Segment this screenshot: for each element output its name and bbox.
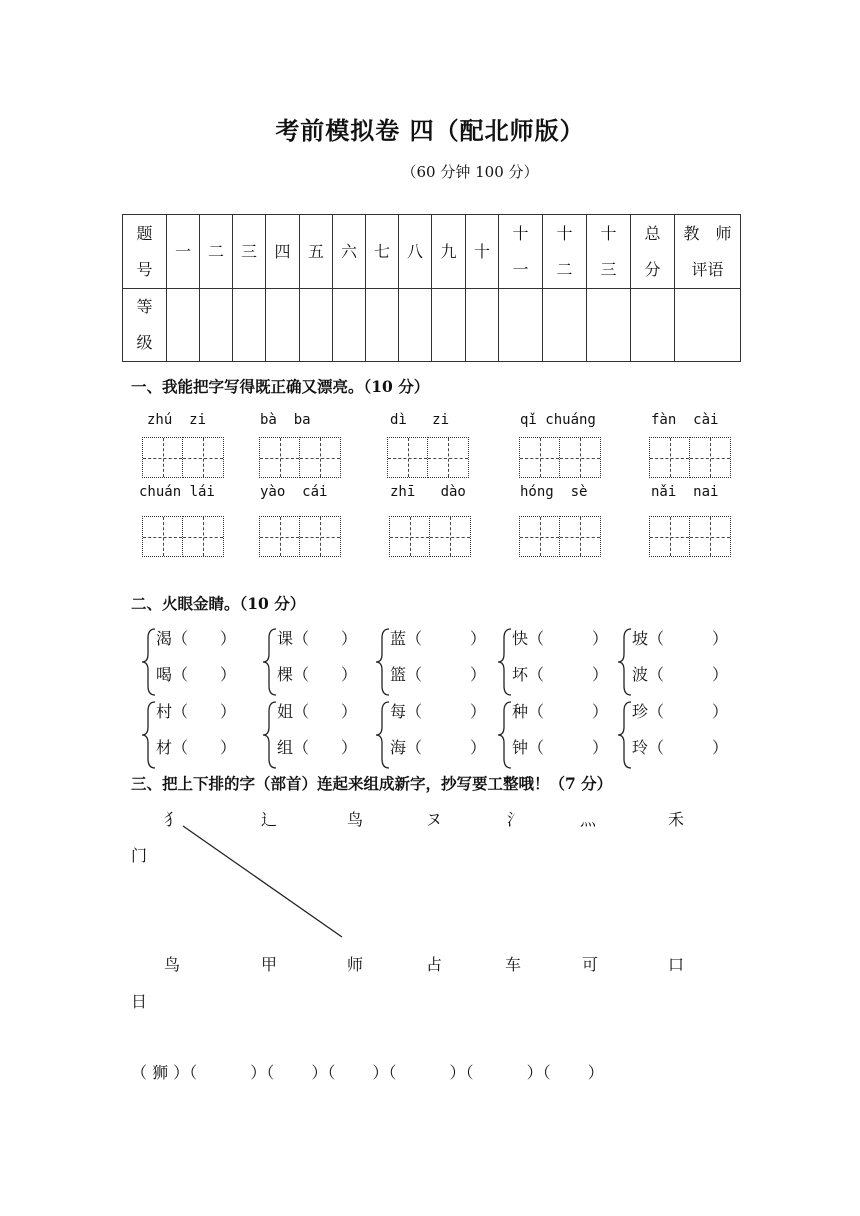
pinyin-label: bà ba [260,412,311,428]
col-header: 三 [233,215,266,289]
char-item[interactable]: 日 [131,992,148,1011]
char-item[interactable]: 组（ ） [277,738,358,757]
section2-title: 二、火眼金睛。（10 分） [131,594,306,613]
pinyin-label: qǐ chuáng [520,412,596,428]
pinyin-label: dì zi [390,412,450,428]
char-item[interactable]: 坏（ ） [512,665,609,684]
char-item[interactable]: 车 [505,955,522,974]
row-label-tihao: 题 号 [123,215,167,289]
char-item[interactable]: 占 [426,955,443,974]
char-item[interactable]: 村（ ） [156,702,237,721]
char-item[interactable]: 珍（ ） [632,702,729,721]
char-item[interactable]: 口 [668,955,685,974]
pinyin-label: chuán lái [139,484,215,500]
pinyin-label: zhī dào [390,484,466,500]
col-header: 九 [432,215,466,289]
char-item[interactable]: 快（ ） [512,629,609,648]
char-item[interactable]: 坡（ ） [632,629,729,648]
col-header: 五 [300,215,333,289]
answer-row[interactable]: （ 狮 ）（ ）（ ）（ ）（ ）（ ）（ ） [131,1063,604,1082]
col-header: 四 [266,215,300,289]
char-item[interactable]: 可 [582,955,599,974]
section3-title: 三、把上下排的字（部首）连起来组成新字，抄写要工整哦！（7 分） [131,774,613,793]
col-header: 十 [466,215,499,289]
pinyin-label: yào cái [260,484,328,500]
char-item[interactable]: 师 [347,955,364,974]
char-item[interactable]: 篮（ ） [390,665,487,684]
col-header: 十 一 [499,215,543,289]
row-label-dengji: 等 级 [123,289,167,362]
section1-title: 一、我能把字写得既正确又漂亮。（10 分） [131,377,430,396]
char-item[interactable]: 波（ ） [632,665,729,684]
char-item[interactable]: 每（ ） [390,702,487,721]
pinyin-label: zhú zi [147,412,207,428]
char-item[interactable]: 喝（ ） [156,665,237,684]
pinyin-label: hóng sè [520,484,588,500]
col-header-total: 总 分 [631,215,675,289]
char-item[interactable]: 鸟 [164,955,181,974]
radical-item[interactable]: 辶 [261,810,278,829]
radical-item[interactable]: 氵 [507,810,524,829]
radical-item[interactable]: ヌ [426,810,443,829]
col-header: 六 [333,215,366,289]
radical-item[interactable]: 鸟 [347,810,364,829]
col-header: 二 [200,215,233,289]
col-header: 一 [167,215,200,289]
col-header: 八 [399,215,432,289]
pinyin-label: nǎi nai [651,484,719,500]
pinyin-label: fàn cài [651,412,719,428]
char-item[interactable]: 材（ ） [156,738,237,757]
col-header: 十 三 [587,215,631,289]
char-item[interactable]: 棵（ ） [277,665,358,684]
radical-item[interactable]: 禾 [668,810,685,829]
page-subtitle: （60 分钟 100 分） [401,163,539,181]
radical-item[interactable]: 门 [131,846,148,865]
char-item[interactable]: 玲（ ） [632,738,729,757]
char-item[interactable]: 甲 [261,955,278,974]
char-item[interactable]: 渴（ ） [156,629,237,648]
char-item[interactable]: 种（ ） [512,702,609,721]
radical-item[interactable]: 灬 [580,810,597,829]
page-title: 考前模拟卷 四（配北师版） [275,116,585,145]
col-header: 十 二 [543,215,587,289]
char-item[interactable]: 课（ ） [277,629,358,648]
char-item[interactable]: 姐（ ） [277,702,358,721]
col-header-comment: 教 师 评语 [675,215,741,289]
radical-item[interactable]: 犭 [164,810,181,829]
char-item[interactable]: 海（ ） [390,738,487,757]
col-header: 七 [366,215,399,289]
char-item[interactable]: 钟（ ） [512,738,609,757]
char-item[interactable]: 蓝（ ） [390,629,487,648]
